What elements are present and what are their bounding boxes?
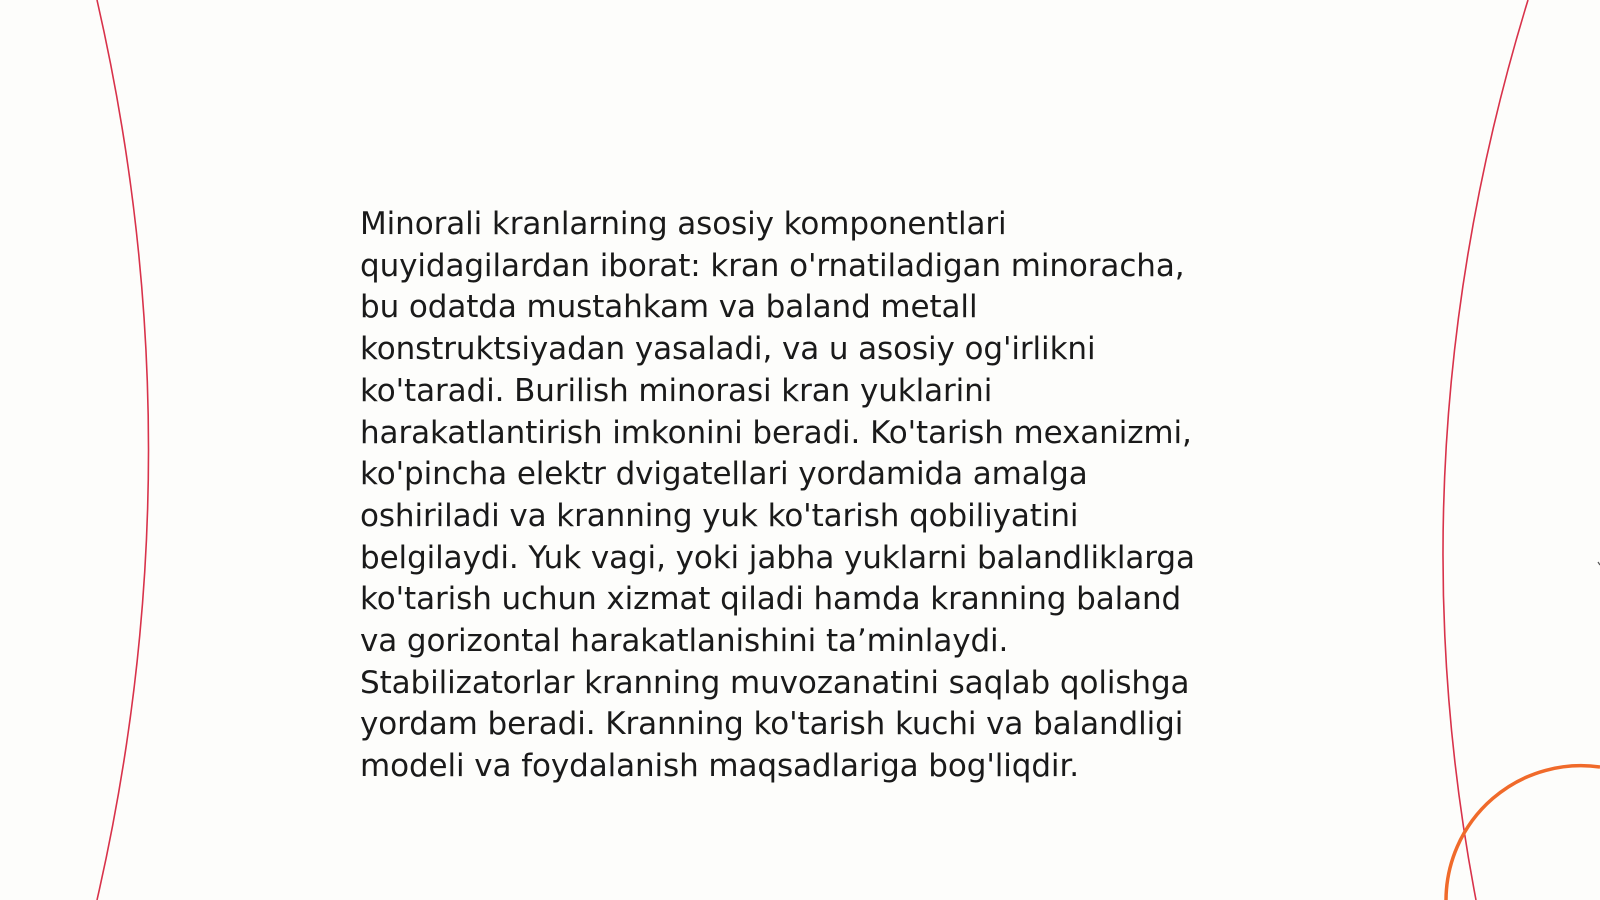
text-line: konstruktsiyadan yasaladi, va u asosiy og'irlikni <box>360 331 1096 368</box>
right-curve-line <box>1443 0 1528 900</box>
text-line: va gorizontal harakatlanishini ta’minlaydi. <box>360 623 1009 660</box>
text-line: bu odatda mustahkam va baland metall <box>360 289 978 326</box>
body-paragraph <box>360 204 1260 788</box>
text-line: belgilaydi. Yuk vagi, yoki jabha yuklarni balandliklarga <box>360 539 1195 576</box>
text-line: Minorali kranlarning asosiy komponentlari <box>360 206 1007 242</box>
text-line: harakatlantirish imkonini beradi. Ko'tarish mexanizmi, <box>360 414 1192 451</box>
text-line: Stabilizatorlar kranning muvozanatini saqlab qolishga <box>360 664 1190 701</box>
text-line: modeli va foydalanish maqsadlariga bog'liqdir. <box>360 748 1079 785</box>
text-line: ko'taradi. Burilish minorasi kran yuklarini <box>360 372 993 409</box>
text-line: oshiriladi va kranning yuk ko'tarish qobiliyatini <box>360 497 1079 534</box>
left-curve-line <box>97 0 149 900</box>
text-line: ko'pincha elektr dvigatellari yordamida amalga <box>360 456 1088 493</box>
corner-accent-arc <box>1446 766 1600 900</box>
text-line: ko'tarish uchun xizmat qiladi hamda kranning baland <box>360 581 1182 618</box>
text-line: yordam beradi. Kranning ko'tarish kuchi va balandligi <box>360 706 1184 743</box>
text-line: quyidagilardan iborat: kran o'rnatiladigan minoracha, <box>360 247 1185 284</box>
